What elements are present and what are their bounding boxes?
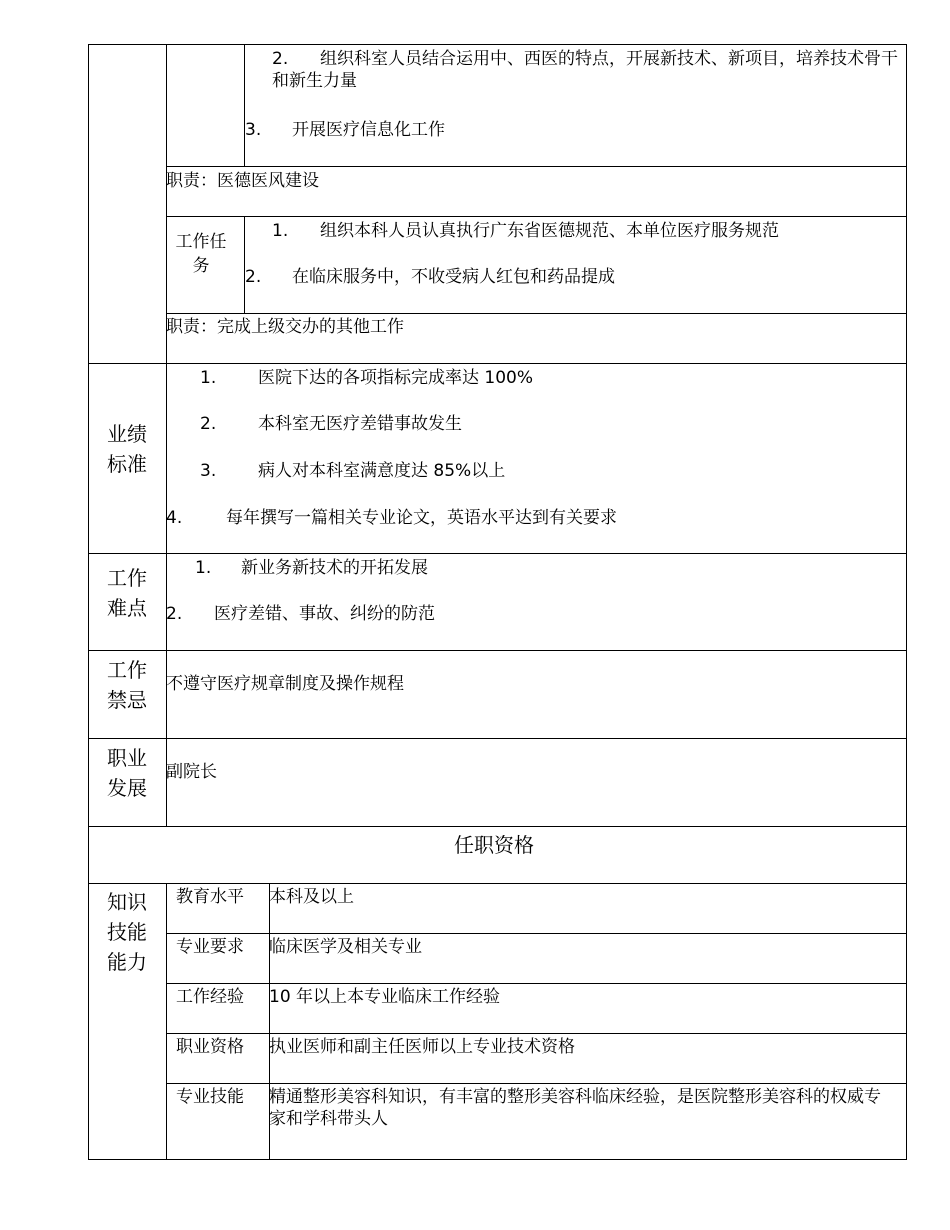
table-border-top [88, 44, 907, 45]
qualification-certification-key: 职业资格 [176, 1037, 244, 1057]
tech-task-3-text: 开展医疗信息化工作 [292, 120, 445, 140]
ethics-task-1-number: 1. [272, 221, 289, 241]
career-text: 副院长 [166, 762, 217, 782]
qualification-row-line-3 [166, 1033, 907, 1034]
row-line-other-top [166, 313, 907, 314]
tech-task-2-text-content: 组织科室人员结合运用中、西医的特点，开展新技术、新项目，培养技术骨干和新生力量 [272, 49, 898, 91]
row-line-qualifications-top [88, 883, 907, 884]
difficulties-label: 工作难点 [107, 566, 147, 620]
performance-item-3-text: 病人对本科室满意度达 85%以上 [258, 461, 506, 481]
row-line-taboos-top [88, 650, 907, 651]
performance-item-1-text: 医院下达的各项指标完成率达 100% [258, 368, 534, 388]
qualification-experience-key: 工作经验 [176, 987, 244, 1007]
tech-task-2-number: 2. [272, 49, 289, 69]
qualification-row-line-2 [166, 983, 907, 984]
row-line-ethics-top [166, 166, 907, 167]
row-line-ethics-tasks-top [166, 216, 907, 217]
table-border-bottom [88, 1159, 907, 1160]
table-border-right [906, 44, 907, 1160]
ethics-task-label: 工作任务 [175, 232, 227, 276]
row-line-difficulties-top [88, 553, 907, 554]
performance-label: 业绩标准 [107, 422, 147, 476]
row-line-qualifications-title-top [88, 826, 907, 827]
ethics-duty-title: 职责：医德医风建设 [166, 171, 319, 191]
qualification-row-line-4 [166, 1083, 907, 1084]
difficulty-item-2-number: 2. [166, 604, 183, 624]
qualification-row-line-1 [166, 933, 907, 934]
career-label: 职业发展 [107, 746, 147, 800]
ethics-task-1-text: 组织本科人员认真执行广东省医德规范、本单位医疗服务规范 [320, 221, 779, 241]
table-border-left [88, 44, 89, 1160]
qualification-major-key: 专业要求 [176, 937, 244, 957]
tech-task-3-number: 3. [245, 120, 262, 140]
difficulty-item-1-number: 1. [195, 558, 212, 578]
difficulty-item-2-text: 医疗差错、事故、纠纷的防范 [214, 604, 435, 624]
performance-item-4-number: 4. [166, 508, 183, 528]
taboos-text: 不遵守医疗规章制度及操作规程 [166, 674, 404, 694]
qualification-experience-value: 10 年以上本专业临床工作经验 [269, 987, 501, 1007]
task-column-divider-1 [244, 44, 245, 166]
performance-item-2-text: 本科室无医疗差错事故发生 [258, 414, 462, 434]
qualification-skills-key: 专业技能 [176, 1087, 244, 1107]
label-column-divider-bottom [166, 883, 167, 1160]
qualifications-label: 知识技能能力 [107, 890, 147, 974]
performance-item-3-number: 3. [200, 461, 217, 481]
other-duty-title: 职责：完成上级交办的其他工作 [166, 317, 404, 337]
task-column-divider-2 [244, 216, 245, 313]
row-line-career-top [88, 738, 907, 739]
qualification-education-value: 本科及以上 [269, 887, 354, 907]
qualification-education-key: 教育水平 [176, 887, 244, 907]
qualifications-title: 任职资格 [454, 833, 534, 857]
tech-task-2-text [272, 48, 904, 92]
performance-item-1-number: 1. [200, 368, 217, 388]
performance-item-4-text: 每年撰写一篇相关专业论文，英语水平达到有关要求 [226, 508, 617, 528]
label-column-divider-top [166, 44, 167, 826]
qualification-skills-value: 精通整形美容科知识，有丰富的整形美容科临床经验，是医院整形美容科的权威专家和学科带头人 [269, 1087, 881, 1129]
taboos-label: 工作禁忌 [107, 658, 147, 712]
difficulty-item-1-text: 新业务新技术的开拓发展 [241, 558, 428, 578]
performance-item-2-number: 2. [200, 414, 217, 434]
qualification-major-value: 临床医学及相关专业 [269, 937, 422, 957]
qualification-certification-value: 执业医师和副主任医师以上专业技术资格 [269, 1037, 575, 1057]
ethics-task-2-text: 在临床服务中，不收受病人红包和药品提成 [292, 267, 615, 287]
row-line-performance-top [88, 363, 907, 364]
ethics-task-2-number: 2. [245, 267, 262, 287]
